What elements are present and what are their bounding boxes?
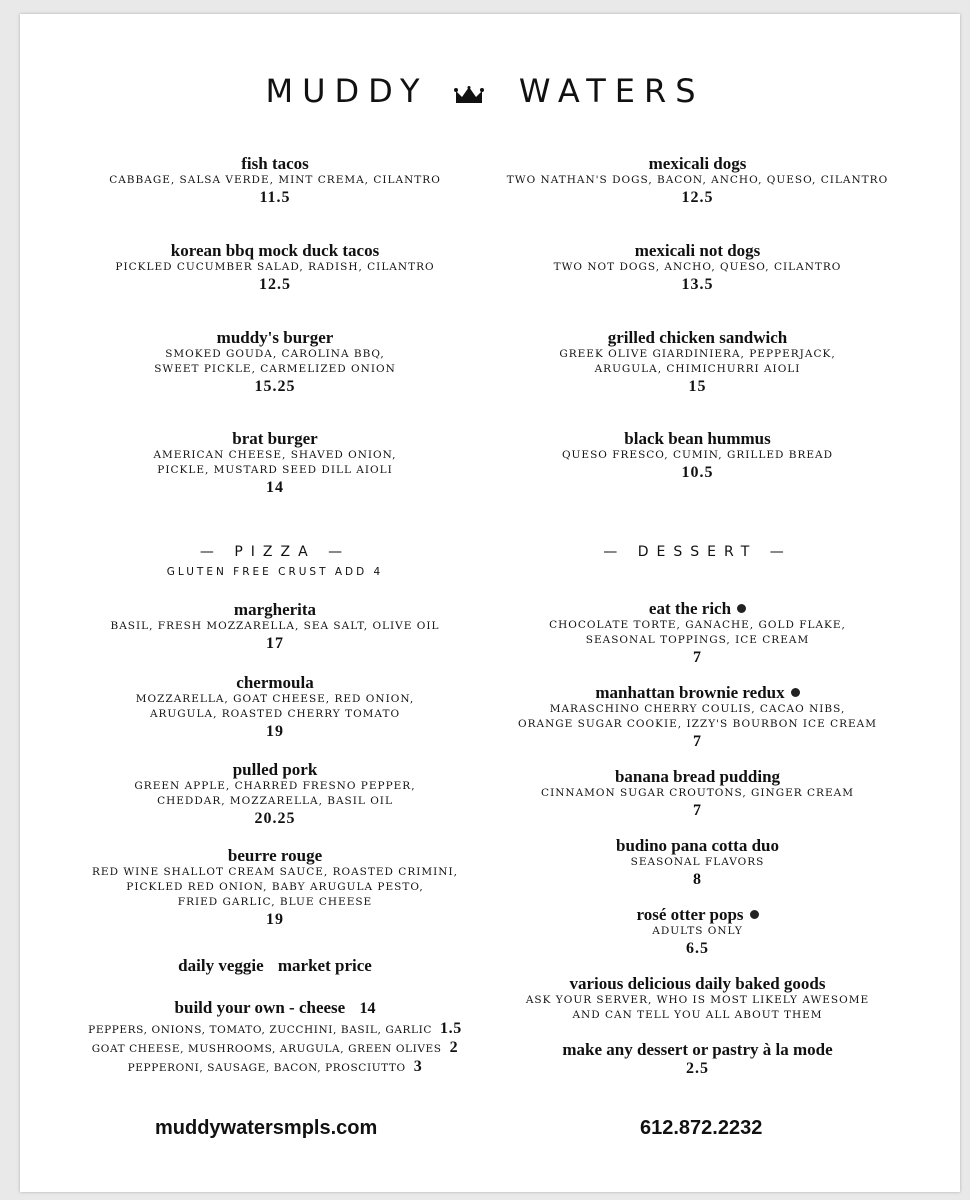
menu-item-budino <box>500 836 895 890</box>
item-price: 12.5 <box>259 276 291 293</box>
item-description: PICKLED CUCUMBER SALAD, RADISH, CILANTRO <box>115 261 435 273</box>
dot-icon <box>737 604 746 613</box>
item-price: 8 <box>693 871 702 888</box>
item-price: 14 <box>359 1000 376 1017</box>
item-description: RED WINE SHALLOT CREAM SAUCE, ROASTED CRIMINI, PICKLED RED ONION, BABY ARUGULA PESTO, FRIED GARLIC, BLUE CHEESE <box>92 866 458 908</box>
menu-item-rose-otter-pops <box>500 905 895 959</box>
item-name: brat burger <box>232 429 318 448</box>
website-link[interactable]: muddywatersmpls.com <box>155 1117 378 1139</box>
menu-item-beurre-rouge <box>55 846 495 930</box>
item-description: TWO NATHAN'S DOGS, BACON, ANCHO, QUESO, CILANTRO <box>506 174 889 186</box>
dot-icon <box>791 688 800 697</box>
menu-item-build-your-own <box>55 998 495 1077</box>
menu-item-brat-burger <box>55 429 495 498</box>
addon-items: PEPPERS, ONIONS, TOMATO, ZUCCHINI, BASIL, GARLIC <box>88 1024 433 1036</box>
addon-items: PEPPERONI, SAUSAGE, BACON, PROSCIUTTO <box>127 1062 406 1074</box>
addon-price: 2 <box>449 1039 459 1056</box>
item-name: beurre rouge <box>227 846 323 865</box>
menu-item-chermoula <box>55 673 495 742</box>
item-name: margherita <box>233 600 317 619</box>
item-name: manhattan brownie redux <box>595 683 785 702</box>
item-name: build your own - cheese <box>174 998 346 1017</box>
menu-item-korean-bbq <box>55 241 495 295</box>
gluten-free-note: GLUTEN FREE CRUST ADD 4 <box>166 566 384 578</box>
item-name: rosé otter pops <box>636 905 744 924</box>
item-description: TWO NOT DOGS, ANCHO, QUESO, CILANTRO <box>553 261 842 273</box>
menu-item-baked-goods <box>500 974 895 1023</box>
phone-number[interactable]: 612.872.2232 <box>640 1117 763 1139</box>
dessert-heading: — DESSERT — <box>603 544 792 560</box>
menu-item-margherita <box>55 600 495 654</box>
item-name: grilled chicken sandwich <box>607 328 788 347</box>
item-name: chermoula <box>236 673 314 692</box>
item-price: 2.5 <box>686 1060 709 1077</box>
item-name: korean bbq mock duck tacos <box>170 241 380 260</box>
item-description: GREEN APPLE, CHARRED FRESNO PEPPER, CHEDDAR, MOZZARELLA, BASIL OIL <box>134 780 416 807</box>
item-price: 20.25 <box>254 810 296 827</box>
item-name: fish tacos <box>241 154 309 173</box>
item-name: black bean hummus <box>624 429 771 448</box>
menu-item-black-bean-hummus <box>500 429 895 483</box>
item-name: make any dessert or pastry à la mode <box>562 1040 833 1059</box>
item-description: BASIL, FRESH MOZZARELLA, SEA SALT, OLIVE OIL <box>110 620 440 632</box>
item-description: CHOCOLATE TORTE, GANACHE, GOLD FLAKE, SEASONAL TOPPINGS, ICE CREAM <box>549 619 846 646</box>
item-name: eat the rich <box>648 599 732 618</box>
item-name: mexicali dogs <box>648 154 747 173</box>
menu-item-pulled-pork <box>55 760 495 829</box>
addon-price: 1.5 <box>440 1020 462 1037</box>
item-price: 7 <box>693 802 702 819</box>
item-description: ADULTS ONLY <box>652 925 743 937</box>
item-name: mexicali not dogs <box>634 241 761 260</box>
dot-icon <box>750 910 759 919</box>
item-name: various delicious daily baked goods <box>569 974 826 993</box>
item-description: MOZZARELLA, GOAT CHEESE, RED ONION, ARUGULA, ROASTED CHERRY TOMATO <box>135 693 415 720</box>
item-price: 19 <box>266 911 284 928</box>
item-name: budino pana cotta duo <box>616 836 779 855</box>
item-name: daily veggie <box>178 956 264 975</box>
menu-item-grilled-chicken <box>500 328 895 397</box>
addon-items: GOAT CHEESE, MUSHROOMS, ARUGULA, GREEN OLIVES <box>91 1043 442 1055</box>
item-description: CABBAGE, SALSA VERDE, MINT CREMA, CILANTRO <box>109 174 441 186</box>
menu-item-mexicali-not-dogs <box>500 241 895 295</box>
restaurant-title <box>0 72 970 112</box>
item-price: 19 <box>266 723 284 740</box>
item-price: 6.5 <box>686 940 709 957</box>
addon-row <box>55 1039 495 1058</box>
item-description: CINNAMON SUGAR CROUTONS, GINGER CREAM <box>541 787 854 799</box>
item-price: 17 <box>266 635 284 652</box>
title-left: MUDDY <box>265 72 429 110</box>
item-description: SEASONAL FLAVORS <box>630 856 765 868</box>
item-price: 13.5 <box>681 276 714 293</box>
item-description: QUESO FRESCO, CUMIN, GRILLED BREAD <box>561 449 834 461</box>
crown-icon <box>454 74 484 112</box>
item-price: 7 <box>693 733 702 750</box>
title-right: WATERS <box>518 72 705 110</box>
item-description: GREEK OLIVE GIARDINIERA, PEPPERJACK, ARUGULA, CHIMICHURRI AIOLI <box>559 348 836 375</box>
item-description: SMOKED GOUDA, CAROLINA BBQ, SWEET PICKLE, CARMELIZED ONION <box>154 348 396 375</box>
item-name: muddy's burger <box>216 328 334 347</box>
item-description: MARASCHINO CHERRY COULIS, CACAO NIBS, ORANGE SUGAR COOKIE, IZZY'S BOURBON ICE CREAM <box>517 703 878 730</box>
menu-item-banana-bread-pudding <box>500 767 895 821</box>
item-price: 14 <box>266 479 284 496</box>
pizza-heading: — PIZZA — <box>199 544 351 560</box>
item-name: banana bread pudding <box>614 767 781 786</box>
item-price: 11.5 <box>259 189 291 206</box>
item-price: 15.25 <box>254 378 296 395</box>
menu-item-mexicali-dogs <box>500 154 895 208</box>
item-description: ASK YOUR SERVER, WHO IS MOST LIKELY AWESOME AND CAN TELL YOU ALL ABOUT THEM <box>525 994 870 1021</box>
menu-item-eat-the-rich <box>500 599 895 668</box>
addon-row <box>55 1058 495 1077</box>
menu-item-a-la-mode <box>500 1040 895 1079</box>
addon-price: 3 <box>413 1058 423 1075</box>
item-price: 12.5 <box>681 189 714 206</box>
item-price: 15 <box>688 378 707 395</box>
item-name: pulled pork <box>232 760 318 779</box>
addon-row <box>55 1020 495 1039</box>
item-price: 10.5 <box>681 464 714 481</box>
menu-item-muddys-burger <box>55 328 495 397</box>
menu-item-fish-tacos <box>55 154 495 208</box>
menu-item-daily-veggie <box>55 956 495 975</box>
menu-item-manhattan-brownie <box>500 683 895 752</box>
item-price: 7 <box>693 649 702 666</box>
item-description: AMERICAN CHEESE, SHAVED ONION, PICKLE, MUSTARD SEED DILL AIOLI <box>153 449 397 476</box>
item-price: market price <box>277 956 372 975</box>
